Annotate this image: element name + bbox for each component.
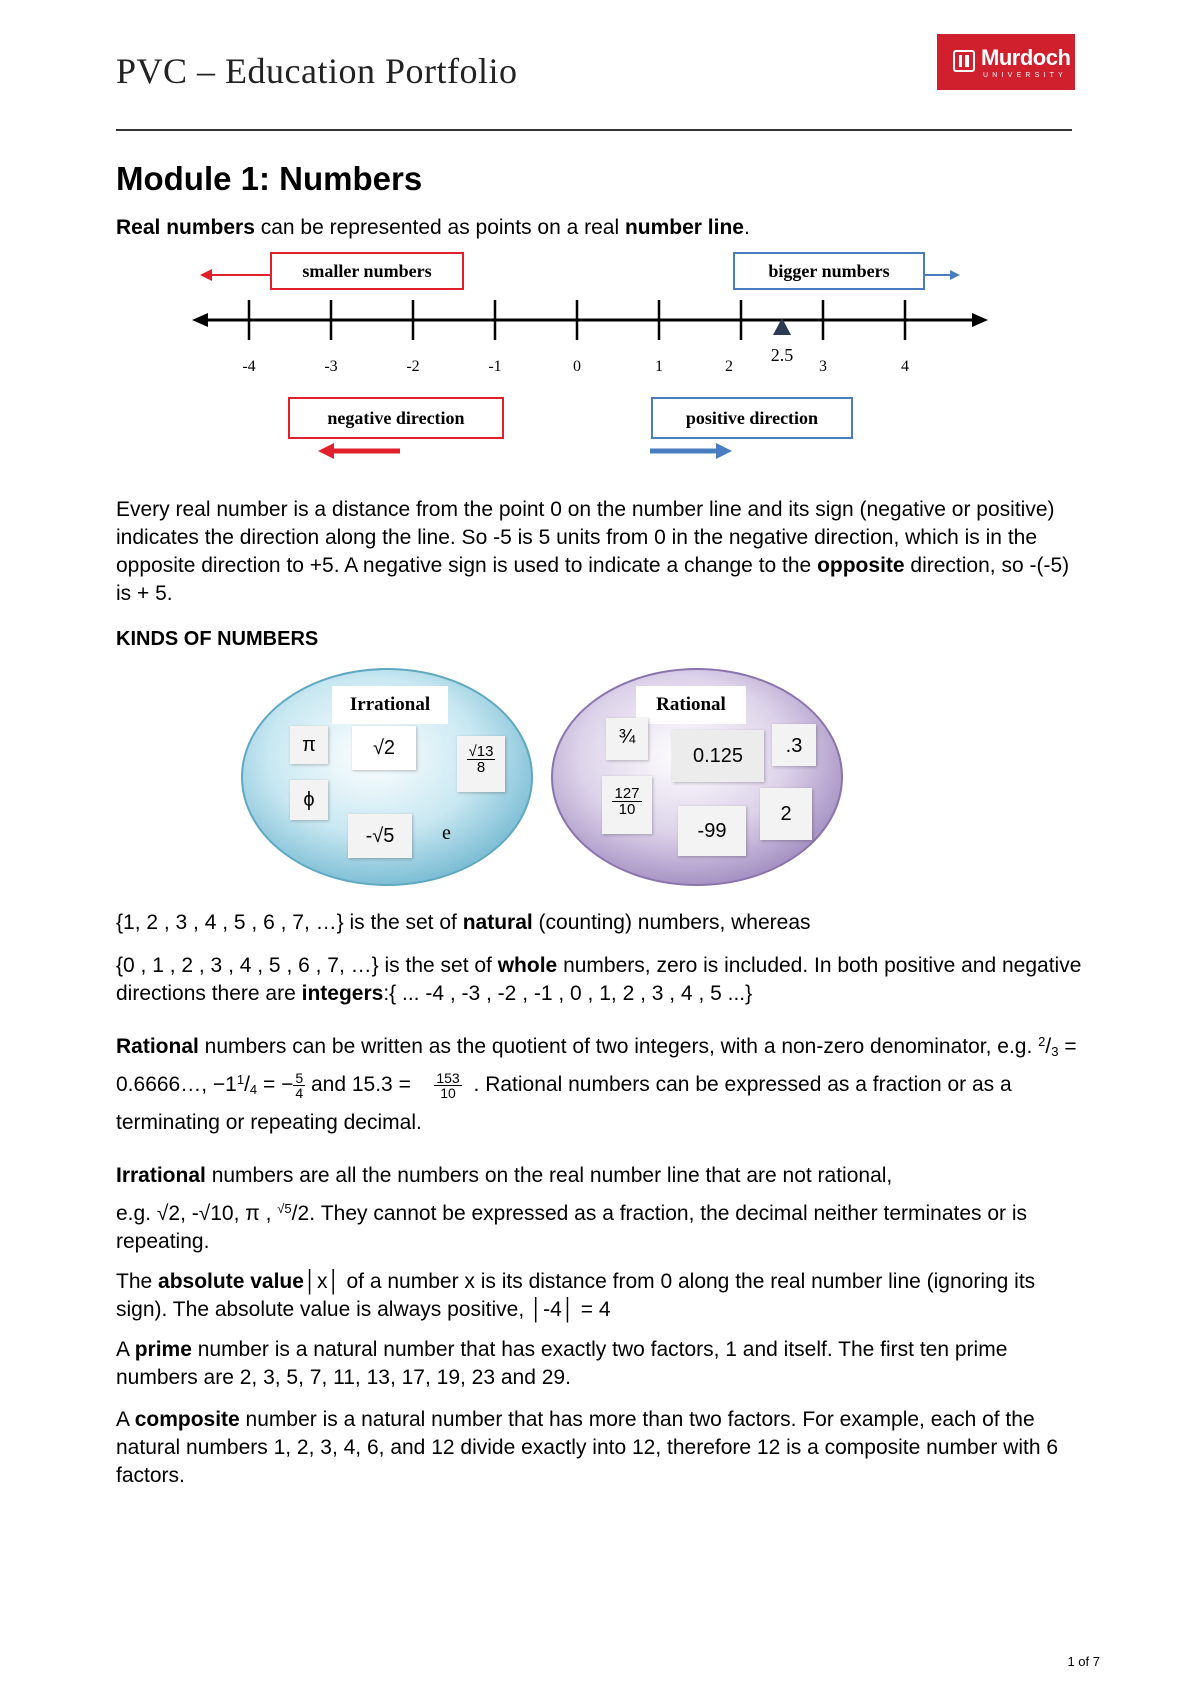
header-title: PVC – Education Portfolio [116,51,518,91]
rational-paragraph: Rational numbers can be written as the quotient of two integers, with a non-zero denominator, e.g. $^2/_3$ = 0.6666…, $-1^1/_4$ = − $\frac{5}{4}$ and 15.3 = $\frac{153}{10}$ . Rational numbers can be expressed as a fraction or as a terminating or repeating decimal. [116,1034,1077,1134]
negative-arrow-head [318,443,334,459]
tick-label: 0 [573,358,581,375]
whole-text-2: numbers, zero is included. In both positive and negative directions there are [116,954,1082,1005]
irrational-text-1: numbers are all the numbers on the real number line that are not rational, [205,1164,893,1187]
phi-tile: ϕ [290,780,328,820]
tick-label: 1 [655,358,663,375]
sqrt2-tile: √2 [352,726,416,770]
irrational-bold-1: Irrational [116,1164,206,1187]
absolute-paragraph [116,1268,1086,1324]
prime-text-2: number is a natural number that has exactly two factors, 1 and itself. The first ten prime numbers are 2, 3, 5, 7, 11, 13, 17, 19, 23 and 29. [116,1338,1008,1389]
whole-bold-1: whole [497,954,558,977]
tick-label: -1 [488,358,502,375]
bigger-numbers-box: bigger numbers [733,252,925,290]
intro-text-1: can be represented as points on a real [254,216,625,239]
pi-tile: π [290,726,328,764]
axis-left-arrow [192,313,208,327]
frac-two-thirds-den: 3 [1051,1044,1059,1059]
prime-bold-1: prime [134,1338,192,1361]
whole-bold-2: integers [301,982,384,1005]
sqrt13-over-8-tile [457,736,505,792]
frac-one-quarter-den: 4 [249,1082,258,1097]
two-tile: 2 [760,788,812,840]
composite-paragraph [116,1406,1086,1490]
frac-numerator: 127 [614,785,640,802]
frac-153-num: 153 [436,1069,460,1086]
absolute-text-1: The [116,1270,159,1293]
rational-text-5: . Rational numbers can be expressed as a fraction or as a terminating or repeating decimal. [116,1073,1012,1134]
neg99-tile: -99 [678,806,746,856]
natural-paragraph [116,909,1086,937]
intro-paragraph [116,214,1086,242]
absolute-text-2: │x│ of a number x is its distance from 0 along the real number line (ignoring its sign). The absolute value is always positive, │-4│ = 4 [116,1270,1036,1321]
prime-paragraph [116,1336,1086,1392]
kinds-heading: KINDS OF NUMBERS [116,628,319,650]
smaller-arrow-head [200,269,212,281]
smaller-numbers-box: smaller numbers [270,252,464,290]
frac-one-quarter-num: 1 [236,1072,245,1087]
axis-right-arrow [972,313,988,327]
rational-text-4: and 15.3 = [305,1073,417,1096]
irrational-label: Irrational [332,686,448,724]
127-over-10-tile [602,776,652,834]
tick-label: -4 [242,358,256,375]
e-tile: e [442,822,451,844]
frac-sqrt5-den: 2 [297,1202,310,1225]
tick-label: -2 [406,358,420,375]
distance-bold-1: opposite [817,554,905,577]
frac-sqrt5-num: √5 [277,1201,292,1216]
rational-text-1: numbers can be written as the quotient of two integers, with a non-zero denominator, e.g. [198,1035,1039,1058]
repeating-decimal-tile: .3 [772,724,816,766]
frac-153-den: 10 [434,1085,461,1100]
header-rule [116,129,1072,131]
sqrt13-denominator: 8 [467,759,496,775]
decimal-tile: 0.125 [672,730,764,782]
positive-arrow-head [716,443,732,459]
composite-text-1: A [116,1408,135,1431]
irrational-paragraph-2: e.g. √2, -√10, π , $^{√5}$/2. They cannot be expressed as a fraction, the decimal neither terminates or is repeating. [116,1201,1028,1253]
natural-text-2: (counting) numbers, whereas [532,911,811,934]
tick-label: -3 [324,358,338,375]
absolute-bold-1: absolute value [158,1270,304,1293]
module-title: Module 1: Numbers [116,160,423,197]
composite-text-2: number is a natural number that has more than two factors. For example, each of the natural numbers 1, 2, 3, 4, 6, and 12 divide exactly into 12, therefore 12 is a composite number with 6 factors. [116,1408,1059,1487]
rational-bold-1: Rational [116,1035,199,1058]
tick-label: 2 [725,358,733,375]
frac-denominator: 10 [612,801,641,817]
intro-text-2: . [744,216,750,239]
neg-sqrt5-tile: -√5 [348,814,412,858]
irrational-paragraph [116,1162,1086,1190]
murdoch-logo [937,34,1075,90]
intro-bold-1: Real numbers [116,216,255,239]
negative-direction-box: negative direction [288,397,504,439]
rational-label: Rational [636,686,746,724]
natural-bold-1: natural [462,911,533,934]
distance-text-2: direction, so -(-5) is + 5. [116,554,1070,605]
rational-text-3: = − [257,1073,294,1096]
irrational-text-3: . They cannot be expressed as a fraction, the decimal neither terminates or is repeating. [116,1202,1028,1253]
whole-paragraph [116,952,1086,1008]
distance-text-1: Every real number is a distance from the point 0 on the number line and its sign (negative or positive) indicates the direction along the line. So -5 is 5 units from 0 in the negative direction, which is in the opposite direction to +5. A negative sign is used to indicate a change to the [116,498,1055,577]
rational-text-2: = 0.6666…, −1 [116,1035,1077,1096]
irrational-text-2: e.g. √2, -√10, π , [116,1202,278,1225]
page-number: 1 of 7 [1067,1654,1100,1669]
frac-five-quarters-den: 4 [295,1084,304,1101]
whole-text-3: :{ ... -4 , -3 , -2 , -1 , 0 , 1, 2 , 3 , 4 , 5 ...} [383,982,753,1005]
composite-bold-1: composite [134,1408,240,1431]
crest-icon [953,50,975,72]
tick-label: 4 [901,358,909,375]
distance-paragraph [116,496,1088,608]
bigger-arrow-head [950,270,960,280]
intro-bold-2: number line [624,216,744,239]
marker-label: 2.5 [770,345,794,365]
frac-two-thirds-num: 2 [1038,1034,1046,1049]
logo-name: Murdoch [981,45,1071,70]
whole-text-1: {0 , 1 , 2 , 3 , 4 , 5 , 6 , 7, …} is the set of [116,954,498,977]
sqrt13-numerator: √13 [468,743,494,760]
prime-text-1: A [116,1338,135,1361]
frac-five-quarters-num: 5 [295,1069,304,1086]
natural-text-1: {1, 2 , 3 , 4 , 5 , 6 , 7, …} is the set of [116,911,463,934]
positive-direction-box: positive direction [651,397,853,439]
logo-sub: UNIVERSITY [983,72,1068,79]
tick-label: 3 [819,358,827,375]
three-quarters-tile: ¾ [606,718,648,760]
